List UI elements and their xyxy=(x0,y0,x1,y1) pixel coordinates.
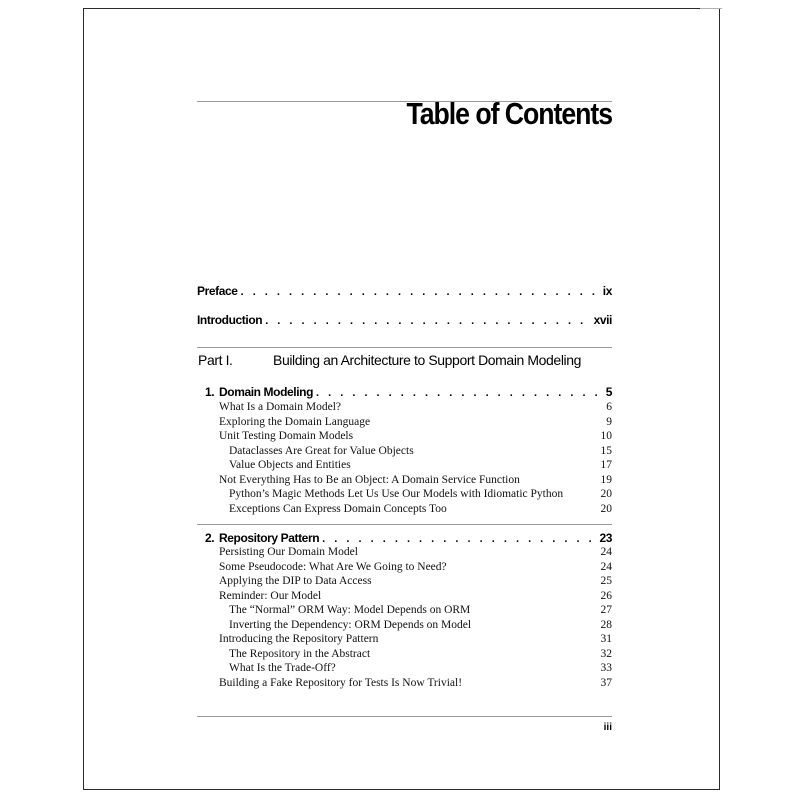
toc-entry-label: Introduction xyxy=(197,313,263,327)
part-number: Part I. xyxy=(198,352,233,368)
toc-section[interactable]: Introducing the Repository Pattern xyxy=(219,633,379,645)
part-heading xyxy=(198,352,618,372)
toc-section-page: 17 xyxy=(600,459,612,471)
toc-section-page: 33 xyxy=(600,662,612,674)
toc-entry-page: ix xyxy=(602,284,612,298)
chapter-page: 23 xyxy=(599,531,612,545)
chapter-rule xyxy=(197,524,612,525)
dot-leader xyxy=(241,286,600,298)
toc-subsection[interactable]: What Is the Trade-Off? xyxy=(229,662,336,674)
toc-section-page: 31 xyxy=(600,633,612,645)
toc-section-page: 28 xyxy=(600,619,612,631)
toc-chapter-1[interactable] xyxy=(205,385,612,401)
toc-section[interactable]: Unit Testing Domain Models xyxy=(219,430,354,442)
chapter-title: Domain Modeling xyxy=(219,385,313,399)
chapter-number: 2. xyxy=(205,531,215,545)
toc-entry-preface[interactable] xyxy=(197,284,612,302)
chapter-page: 5 xyxy=(605,385,612,399)
toc-subsection[interactable]: Inverting the Dependency: ORM Depends on Model xyxy=(229,619,472,631)
toc-section-page: 24 xyxy=(600,561,612,573)
toc-subsection[interactable]: Python’s Magic Methods Let Us Use Our Models with Idiomatic Python xyxy=(229,488,564,500)
dot-leader xyxy=(316,387,603,399)
toc-section-page: 25 xyxy=(600,575,612,587)
toc-section[interactable]: Building a Fake Repository for Tests Is Now Trivial! xyxy=(219,677,463,689)
toc-section[interactable]: Persisting Our Domain Model xyxy=(219,546,358,558)
toc-entry-introduction[interactable] xyxy=(197,313,612,331)
toc-section-page: 32 xyxy=(600,648,612,660)
dot-leader xyxy=(322,533,596,545)
chapter-number: 1. xyxy=(205,385,215,399)
toc-section-page: 10 xyxy=(600,430,612,442)
toc-section-page: 27 xyxy=(600,604,612,616)
toc-section[interactable]: Some Pseudocode: What Are We Going to Need? xyxy=(219,561,447,573)
toc-subsection[interactable]: The “Normal” ORM Way: Model Depends on ORM xyxy=(229,604,471,616)
part-title-text: Building an Architecture to Support Domain Modeling xyxy=(273,352,582,368)
toc-section[interactable]: What Is a Domain Model? xyxy=(219,401,341,413)
toc-section-page: 20 xyxy=(600,503,612,515)
page-number: iii xyxy=(603,722,612,733)
toc-section[interactable]: Reminder: Our Model xyxy=(219,590,322,602)
part-rule xyxy=(197,347,612,348)
toc-section-page: 24 xyxy=(600,546,612,558)
toc-section-page: 6 xyxy=(606,401,612,413)
toc-entry-page: xvii xyxy=(593,313,612,327)
dot-leader xyxy=(265,315,590,327)
toc-section-page: 19 xyxy=(600,474,612,486)
page-corner-line xyxy=(700,8,722,9)
toc-entry-label: Preface xyxy=(197,284,238,298)
chapter-title: Repository Pattern xyxy=(219,531,320,545)
toc-section[interactable]: Not Everything Has to Be an Object: A Domain Service Function xyxy=(219,474,520,486)
toc-subsection[interactable]: Exceptions Can Express Domain Concepts Too xyxy=(229,503,447,515)
toc-section-page: 37 xyxy=(600,677,612,689)
toc-subsection[interactable]: Dataclasses Are Great for Value Objects xyxy=(229,445,414,457)
toc-section-page: 9 xyxy=(606,416,612,428)
toc-section[interactable]: Exploring the Domain Language xyxy=(219,416,371,428)
toc-section-page: 26 xyxy=(600,590,612,602)
toc-section[interactable]: Applying the DIP to Data Access xyxy=(219,575,372,587)
toc-section-page: 20 xyxy=(600,488,612,500)
page-title: Table of Contents xyxy=(406,96,612,131)
toc-subsection[interactable]: Value Objects and Entities xyxy=(229,459,351,471)
toc-section-page: 15 xyxy=(600,445,612,457)
toc-chapter-2[interactable] xyxy=(205,531,612,547)
toc-subsection[interactable]: The Repository in the Abstract xyxy=(229,648,371,660)
bottom-rule xyxy=(197,716,612,717)
